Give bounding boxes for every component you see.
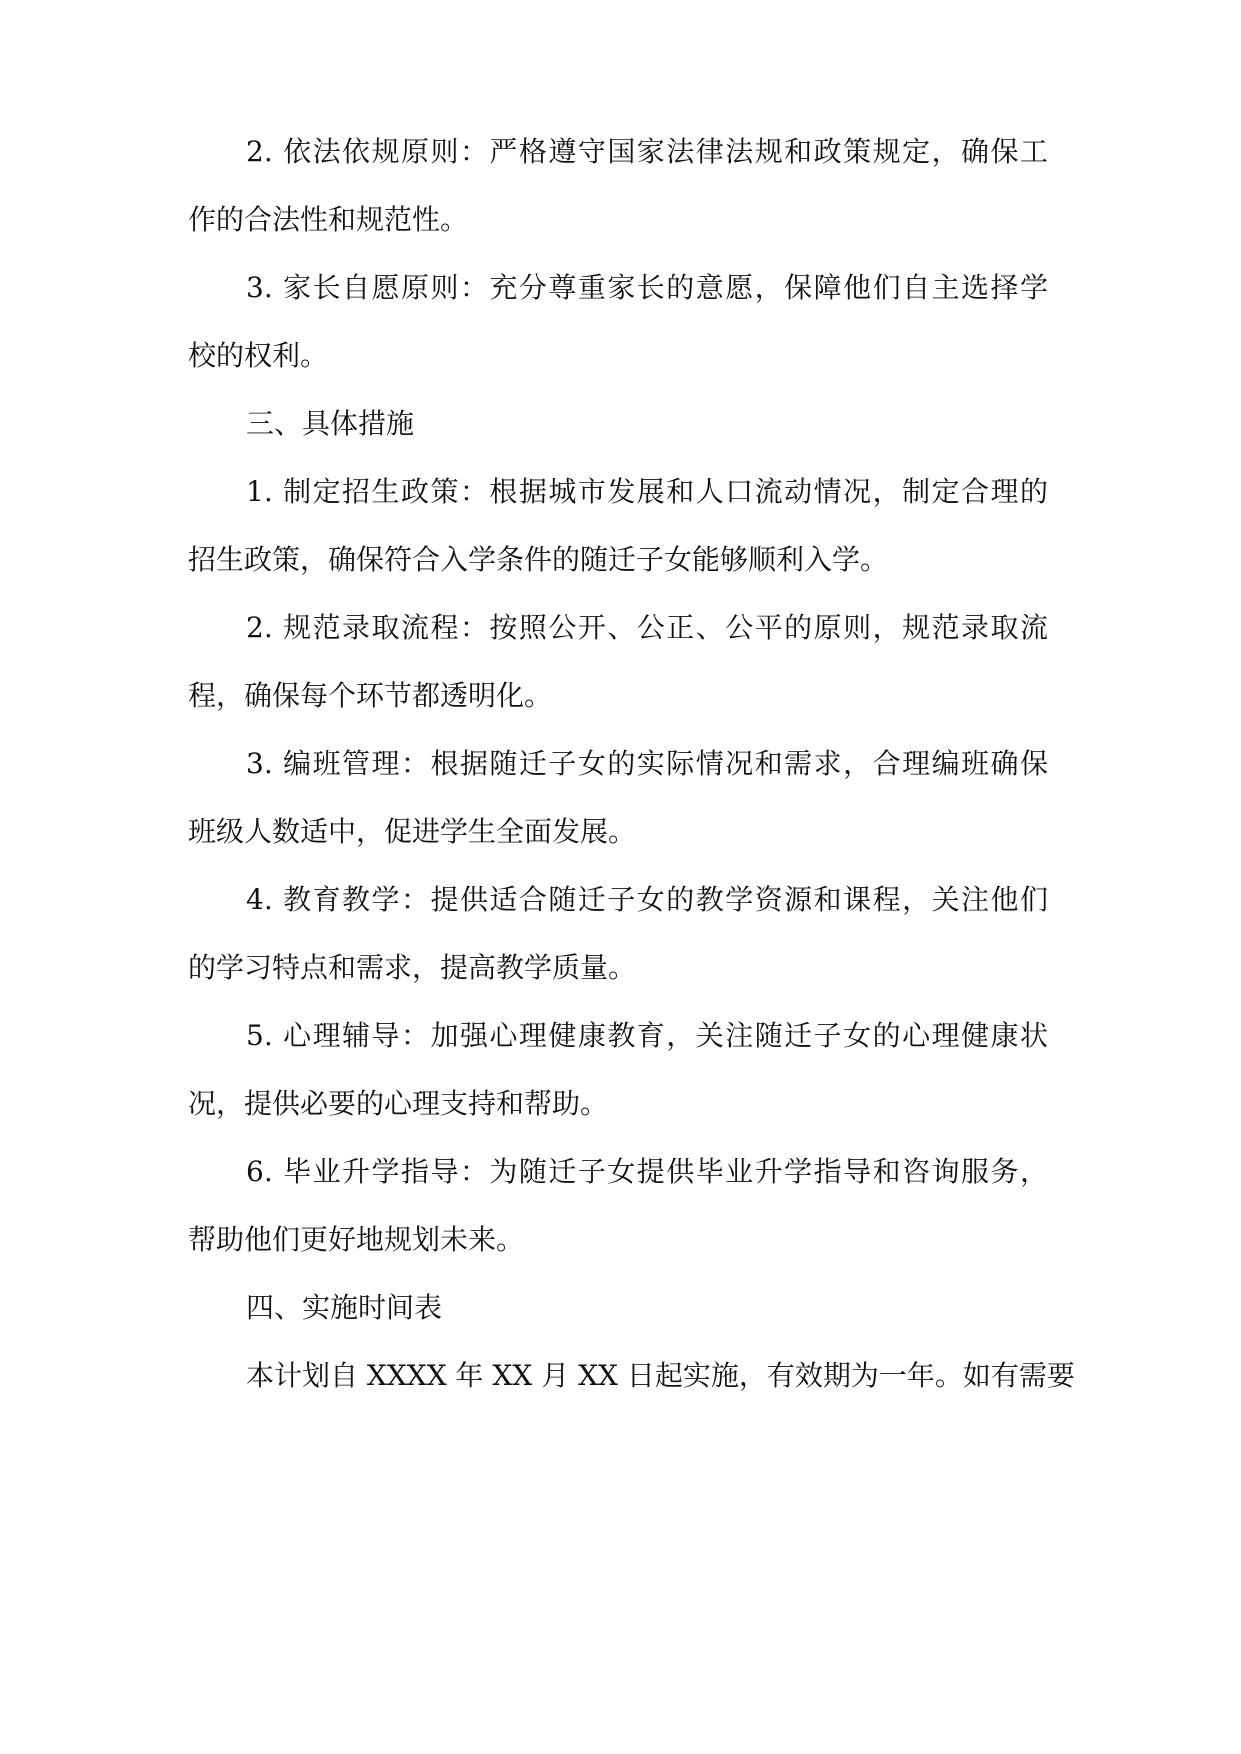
paragraph-line: 况，提供必要的心理支持和帮助。 bbox=[188, 1087, 609, 1120]
paragraph-line: 帮助他们更好地规划未来。 bbox=[188, 1223, 525, 1256]
paragraph-line: 4. 教育教学：提供适合随迁子女的教学资源和课程，关注他们 bbox=[246, 883, 1048, 916]
paragraph-line: 6. 毕业升学指导：为随迁子女提供毕业升学指导和咨询服务， bbox=[246, 1155, 1048, 1188]
paragraph-line: 2. 依法依规原则：严格遵守国家法律法规和政策规定，确保工 bbox=[246, 135, 1048, 168]
paragraph-line: 1. 制定招生政策：根据城市发展和人口流动情况，制定合理的 bbox=[246, 475, 1048, 508]
paragraph-line: 的学习特点和需求，提高教学质量。 bbox=[188, 951, 637, 984]
paragraph-line: 作的合法性和规范性。 bbox=[188, 203, 469, 236]
paragraph-line: 3. 编班管理：根据随迁子女的实际情况和需求，合理编班确保 bbox=[246, 747, 1048, 780]
paragraph-line: 5. 心理辅导：加强心理健康教育，关注随迁子女的心理健康状 bbox=[246, 1019, 1048, 1052]
paragraph-line: 2. 规范录取流程：按照公开、公正、公平的原则，规范录取流 bbox=[246, 611, 1048, 644]
paragraph-line: 3. 家长自愿原则：充分尊重家长的意愿，保障他们自主选择学 bbox=[246, 271, 1048, 304]
paragraph-line: 招生政策，确保符合入学条件的随迁子女能够顺利入学。 bbox=[188, 543, 889, 576]
paragraph-line: 本计划自 XXXX 年 XX 月 XX 日起实施，有效期为一年。如有需要 bbox=[246, 1359, 1075, 1392]
paragraph-line: 程，确保每个环节都透明化。 bbox=[188, 679, 553, 712]
section-heading: 三、具体措施 bbox=[246, 407, 415, 440]
paragraph-line: 班级人数适中，促进学生全面发展。 bbox=[188, 815, 637, 848]
paragraph-line: 校的权利。 bbox=[188, 339, 329, 372]
section-heading: 四、实施时间表 bbox=[246, 1291, 443, 1324]
